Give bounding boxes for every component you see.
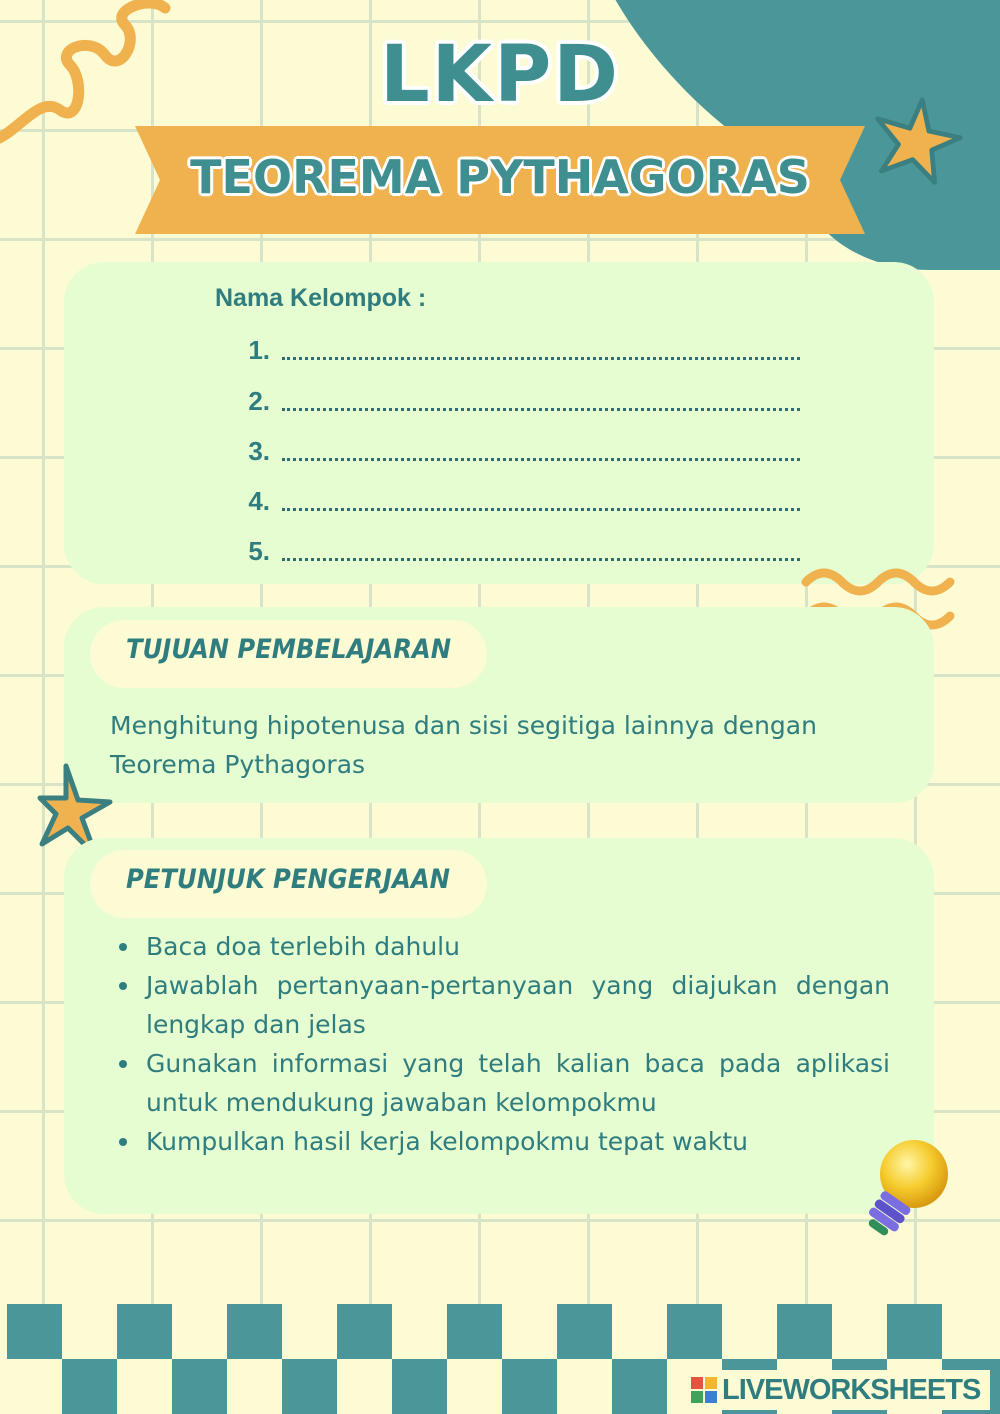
member-name-line[interactable]	[282, 508, 800, 511]
objective-text: Menghitung hipotenusa dan sisi segitiga lainnya dengan Teorema Pythagoras	[110, 711, 817, 779]
member-row-2[interactable]	[240, 377, 800, 417]
member-number: 1.	[248, 335, 270, 365]
instructions-heading: PETUNJUK PENGERJAAN	[126, 864, 450, 895]
list-item: Jawablah pertanyaan-pertanyaan yang diajukan dengan lengkap dan jelas	[110, 966, 890, 1044]
member-name-line[interactable]	[282, 558, 800, 561]
member-name-line[interactable]	[282, 458, 800, 461]
member-row-4[interactable]	[240, 477, 800, 517]
objective-heading: TUJUAN PEMBELAJARAN	[126, 634, 452, 665]
member-number: 5.	[248, 536, 270, 566]
member-name-line[interactable]	[282, 357, 800, 360]
list-item: Baca doa terlebih dahulu	[110, 927, 890, 966]
liveworksheets-brand: LIVEWORKSHEETS	[722, 1373, 981, 1406]
list-item: Kumpulkan hasil kerja kelompokmu tepat waktu	[110, 1122, 890, 1161]
member-row-3[interactable]	[240, 427, 800, 467]
worksheet-subtitle: TEOREMA PYTHAGORAS	[190, 150, 810, 204]
light-bulb-icon	[858, 1132, 954, 1242]
list-item: Gunakan informasi yang telah kalian baca pada aplikasi untuk mendukung jawaban kelompokmu	[110, 1044, 890, 1122]
member-number: 2.	[248, 386, 270, 416]
worksheet-title: LKPD	[379, 30, 621, 120]
member-name-line[interactable]	[282, 408, 800, 411]
instructions-list	[110, 927, 890, 1161]
member-number: 3.	[248, 436, 270, 466]
liveworksheets-footer[interactable]	[690, 1370, 990, 1410]
member-row-5[interactable]	[240, 527, 800, 567]
liveworksheets-logo-icon	[690, 1376, 718, 1404]
member-row-1[interactable]	[240, 326, 800, 366]
member-number: 4.	[248, 486, 270, 516]
group-name-label: Nama Kelompok :	[215, 284, 427, 312]
